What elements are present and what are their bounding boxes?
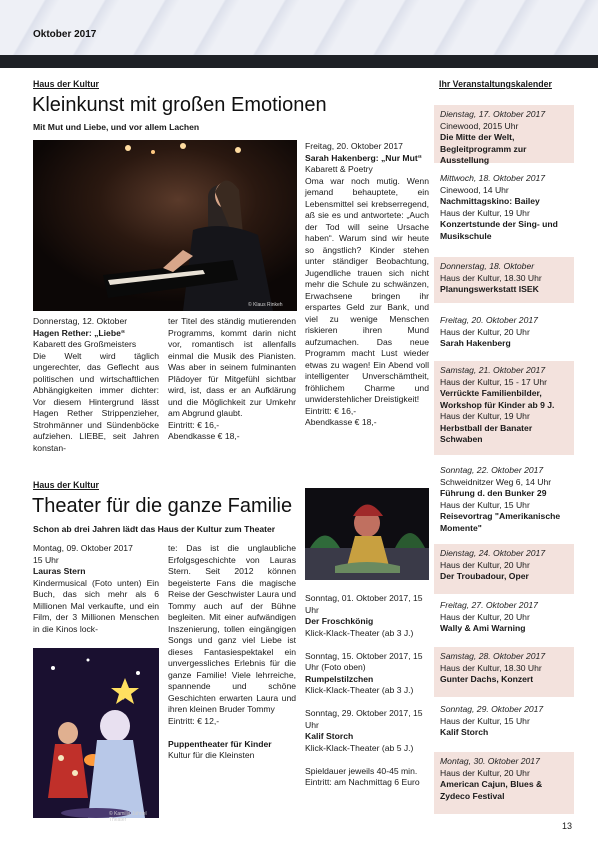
calendar-date: Sonntag, 22. Oktober 2017 [440,465,544,475]
entry-price: Eintritt: € 16,- [305,405,357,416]
event-title: Sarah Hakenberg: „Nur Mut“ [305,152,422,163]
calendar-line: Herbstball der Banater Schwaben [440,422,533,444]
calendar-entry [434,752,574,814]
photo-credit: © Kamilla Jahnel Theater [109,811,147,823]
puppet-illustration [305,488,429,580]
article1-col2 [168,316,296,443]
calendar-date: Sonntag, 29. Oktober 2017 [440,704,544,714]
article1-subhead: Mit Mut und Liebe, und vor allem Lachen [33,122,200,132]
article1-kicker: Haus der Kultur [33,79,99,89]
article-body: te: Das ist die unglaubliche Erfolgsgeschichte von Lauras Stern. Seit 2012 können begeisterte Fans die magische Reise der Geschwister Laura und Tommy auch auf der Bühne begleiten. Mit einer aufwändigen Inszenierung, tollen eingängigen Songs und ganz viel Liebe ist dieses Fantasiespektakel ein unvergessliches Erlebnis für die ganze Familie! Viele lehrreiche, spannende und schöne Geschichten erwarten Laura und ihren kleinen Bruder Tommy [168,543,296,714]
calendar-entry [434,257,574,303]
pianist-photo [33,140,297,311]
duration-note: Spieldauer jeweils 40-45 min. [305,765,418,776]
show-info: Klick-Klack-Theater (ab 3 J.) [305,627,414,638]
calendar-line: Sarah Hakenberg [440,338,511,348]
calendar-line: Cinewood, 2015 Uhr [440,120,519,131]
calendar-entry [434,169,574,251]
calendar-line: Haus der Kultur, 20 Uhr [440,611,530,622]
puppet-photo [305,488,429,580]
article2-subhead: Schon ab drei Jahren lädt das Haus der Kultur zum Theater [33,524,276,534]
calendar-entry [434,700,574,748]
page-number: 13 [562,821,573,831]
show-title: Rumpelstilzchen [305,673,374,684]
musical-illustration [33,648,159,818]
event-date: Donnerstag, 12. Oktober [33,316,128,326]
calendar-entry [434,461,574,543]
calendar-entry [434,311,574,357]
header-bar [0,55,598,68]
lauras-stern-photo [33,648,159,823]
event-time: 15 Uhr [33,554,59,565]
show-when: Sonntag, 15. Oktober 2017, 15 Uhr (Foto oben) [305,650,423,672]
article-body: Kindermusical (Foto unten) Ein Buch, das sich mehr als 6 Millionen Mal verkaufte, und ein Film, der 3 Millionen Menschen in die Kinos lock- [33,577,159,634]
box-office-price: Abendkasse € 18,- [168,431,240,441]
calendar-date: Freitag, 20. Oktober 2017 [440,315,538,325]
calendar-date: Montag, 30. Oktober 2017 [440,756,540,766]
pianist-illustration [33,140,297,311]
event-subtitle: Kabarett des Großmeisters [33,339,137,349]
calendar-line: Die Mitte der Welt, Begleitprogramm zur Ausstellung [440,132,527,165]
show-item [305,708,429,754]
calendar-line: Verrückte Familienbilder, Workshop für Kinder ab 9 J. [440,388,555,410]
calendar-date: Samstag, 21. Oktober 2017 [440,365,546,375]
header-pattern [0,0,598,56]
article1-col1 [33,316,159,454]
calendar-line: Schweidnitzer Weg 6, 14 Uhr [440,476,552,487]
box-office-price: Abendkasse € 18,- [305,417,377,427]
calendar-line: Nachmittagskino: Bailey [440,196,540,206]
article-body: Die Welt wird täglich ungerechter, das Geflecht aus politischen und wirtschaftlichen Abhängigkeiten immer dichter: Vor diesem Hintergrund lässt Hagen Rether Strippenzieher, Strohmänner und Sündenböcke aufziehen. LIEBE, seit Jahren konstan- [33,350,159,453]
article2-headline: Theater für die ganze Familie [32,495,293,517]
entry-price: Eintritt: € 16,- [168,419,220,430]
show-item [305,651,429,697]
calendar-entry [434,361,574,455]
calendar-line: Kalif Storch [440,727,489,737]
calendar-date: Samstag, 28. Oktober 2017 [440,651,546,661]
page-header [0,0,598,68]
photo-credit: © Klaus Rinkeh [248,302,283,308]
calendar-date: Mittwoch, 18. Oktober 2017 [440,173,546,183]
calendar-date: Donnerstag, 18. Oktober [440,261,535,271]
calendar-line: Haus der Kultur, 20 Uhr [440,326,530,337]
calendar-date: Freitag, 27. Oktober 2017 [440,600,538,610]
calendar-line: American Cajun, Blues & Zydeco Festival [440,779,543,801]
calendar-line: Haus der Kultur, 15 - 17 Uhr [440,376,547,387]
article2-col3 [305,593,429,789]
calendar-line: Haus der Kultur, 20 Uhr [440,559,530,570]
article-body: ter Titel des ständig mutierenden Programms, kommt darin nicht vor, romantisch ist allenfalls einmal die Musik des Pianisten. Was aber in seinem fulminanten Plädoyer für Mitgefühl sichtbar wird, ist, dass er an Aufklärung und die Möglichkeit zur Umkehr am Abgrund glaubt. [168,316,296,418]
calendar-entry [434,596,574,644]
calendar-entry [434,105,574,163]
calendar-line: Haus der Kultur, 15 Uhr [440,499,530,510]
calendar-line: Cinewood, 14 Uhr [440,184,509,195]
calendar-line: Haus der Kultur, 18.30 Uhr [440,272,542,283]
calendar-line: Haus der Kultur, 20 Uhr [440,767,530,778]
show-title: Der Froschkönig [305,616,374,626]
calendar-date: Dienstag, 24. Oktober 2017 [440,548,546,558]
entry-price: Eintritt: am Nachmittag 6 Euro [305,777,420,787]
event-title: Lauras Stern [33,566,86,576]
calendar-line: Haus der Kultur, 18.30 Uhr [440,662,542,673]
calendar-line: Planungswerkstatt ISEK [440,284,539,294]
entry-price: Eintritt: € 12,- [168,715,220,726]
event-title: Hagen Rether: „Liebe“ [33,327,126,338]
article1-col3 [305,141,429,429]
calendar-line: Haus der Kultur, 15 Uhr [440,715,530,726]
show-title: Kalif Storch [305,731,354,741]
article-body: Oma war noch mutig. Wenn jemand behauptete, ein Lebensmittel sei krebserregend, aß sie es und antwortete: „Auch der Tod will seine Ursache haben“. Warum sind wir heute so ängstlich? Kinder stehen unter ständiger Beobachtung, Jugendliche trauen sich nicht mehr die Schule zu schwänzen, Erwachsene bringen ihr erspartes Geld zur Bank, und viel zu wenige Menschen riskieren ihren Mund aufzumachen. Das neue Programm macht Lust wieder etwas zu wagen! Ein Abend voll intelligenter Unverschämtheit, fröhlichem Charme und unwiderstehlicher Dreistigkeit! [305,175,429,404]
calendar-date: Dienstag, 17. Oktober 2017 [440,109,546,119]
calendar-line: Der Troubadour, Oper [440,571,529,581]
article2-col2 [168,543,296,762]
issue-month: Oktober 2017 [33,29,97,40]
show-when: Sonntag, 29. Oktober 2017, 15 Uhr [305,708,423,730]
show-when: Sonntag, 01. Oktober 2017, 15 Uhr [305,593,423,615]
event-subtitle: Kabarett & Poetry [305,164,373,174]
event-date: Montag, 09. Oktober 2017 [33,543,133,553]
calendar-line: Haus der Kultur, 19 Uhr [440,411,530,421]
article2-col1 [33,543,159,635]
calendar-title: Ihr Veranstaltungskalender [439,79,552,89]
article1-headline: Kleinkunst mit großen Emotionen [32,94,327,116]
article2-kicker: Haus der Kultur [33,480,99,490]
calendar-line: Haus der Kultur, 19 Uhr [440,207,530,218]
calendar-entry [434,647,574,697]
calendar-entry [434,544,574,594]
puppet-theater-title: Puppentheater für Kinder [168,738,272,749]
calendar-line: Führung d. den Bunker 29 [440,488,547,498]
event-date: Freitag, 20. Oktober 2017 [305,141,403,151]
show-info: Klick-Klack-Theater (ab 3 J.) [305,685,414,695]
calendar-line: Wally & Ami Warning [440,623,526,633]
calendar-line: Reisevortrag "Amerikanische Momente" [440,511,561,533]
puppet-theater-subtitle: Kultur für die Kleinsten [168,750,255,760]
show-item [305,593,429,639]
calendar-line: Konzertstunde der Sing- und Musikschule [440,219,558,241]
calendar-line: Gunter Dachs, Konzert [440,674,534,684]
show-info: Klick-Klack-Theater (ab 5 J.) [305,742,414,753]
